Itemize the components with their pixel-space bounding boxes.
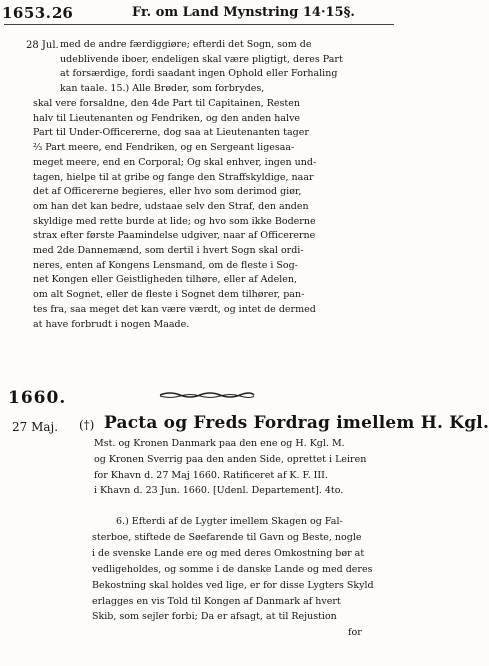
text-line: udeblivende iboer, endeligen skal være pligtigt, deres Part — [60, 53, 343, 65]
year-1660: 1660. — [8, 388, 67, 408]
text-line: net Kongen eller Geistligheden tilhøre, eller af Adelen, — [33, 274, 298, 286]
treaty-title: Pacta og Freds Fordrag imellem H. Kgl. — [104, 413, 489, 433]
text-line: Mst. og Kronen Danmark paa den ene og H. Kgl. M. — [94, 438, 345, 449]
text-line: Bekostning skal holdes ved lige, er for disse Lygters Skyld — [92, 579, 374, 591]
header-year: 1653. — [2, 4, 52, 22]
cross-mark: (†) — [79, 418, 95, 432]
text-line: sterboe, stiftede de Søefarende til Gavn og Beste, nogle — [92, 531, 362, 543]
text-line: i de svenske Lande ere og med deres Omkostning bør at — [92, 547, 365, 559]
text-line: Skib, som sejler forbi; Da er afsagt, at til Rejustion — [92, 611, 337, 623]
text-line: i Khavn d. 23 Jun. 1660. [Udenl. Departement]. 4to. — [94, 485, 344, 497]
text-line: om han det kan bedre, udstaae selv den Straf, den anden — [33, 200, 309, 212]
section1-body-cont — [33, 97, 391, 332]
text-line: skal vere forsaldne, den 4de Part til Capitainen, Resten — [33, 98, 300, 109]
text-line: meget meere, end en Corporal; Og skal enhver, ingen und- — [33, 156, 317, 168]
text-line: at forsærdige, fordi saadant ingen Ophold eller Forhaling — [60, 68, 338, 80]
text-line: neres, enten af Kongens Lensmand, om de fleste i Sog- — [33, 259, 298, 271]
ornament-divider — [158, 390, 256, 400]
running-header — [0, 4, 400, 26]
text-line: ⅔ Part meere, end Fendriken, og en Sergeant ligesaa- — [33, 142, 295, 154]
text-line: skyldige med rette burde at lide; og hvo som ikke Boderne — [33, 215, 316, 227]
catchword: for — [348, 627, 362, 639]
section1-body — [60, 38, 392, 97]
text-line: tes fra, saa meget det kan være værdt, og intet de dermed — [33, 303, 316, 315]
text-line: at have forbrudt i nogen Maade. — [33, 318, 190, 330]
text-line: strax efter første Paamindelse udgiver, naar af Officererne — [33, 230, 316, 242]
text-line: 6.) Efterdi af de Lygter imellem Skagen og Fal- — [116, 516, 343, 527]
header-rule — [4, 24, 394, 25]
treaty-heading-lines — [94, 436, 394, 499]
text-line: tagen, hielpe til at gribe og fange den Straffskyldige, naar — [33, 171, 314, 183]
margin-date-2: 27 Maj. — [12, 420, 59, 434]
text-line: vedligeholdes, og somme i de danske Lande og med deres — [92, 563, 373, 575]
text-line: med 2de Dannemænd, som dertil i hvert Sogn skal ordi- — [33, 245, 304, 257]
running-title: Fr. om Land Mynstring 14·15§. — [132, 5, 355, 20]
text-line: kan taale. 15.) Alle Brøder, som forbrydes, — [60, 83, 265, 95]
text-line: for Khavn d. 27 Maj 1660. Ratificeret af K. F. III. — [94, 469, 328, 481]
text-line: Part til Under-Officererne, dog saa at Lieutenanten tager — [33, 127, 309, 139]
text-line: og Kronen Sverrig paa den anden Side, oprettet i Leiren — [94, 453, 367, 465]
margin-date-1: 28 Jul. — [26, 40, 59, 51]
text-line: med de andre færdiggiøre; efterdi det Sogn, som de — [60, 39, 312, 50]
text-line: halv til Lieutenanten og Fendriken, og den anden halve — [33, 112, 301, 124]
text-line: erlagges en vis Told til Kongen af Danmark af hvert — [92, 595, 341, 607]
page-number: 26 — [52, 4, 73, 22]
text-line: det af Officererne begieres, eller hvo som derimod giør, — [33, 186, 302, 198]
treaty-body — [92, 514, 394, 641]
text-line: om alt Sognet, eller de fleste i Sognet dem tilhører, pan- — [33, 289, 305, 301]
